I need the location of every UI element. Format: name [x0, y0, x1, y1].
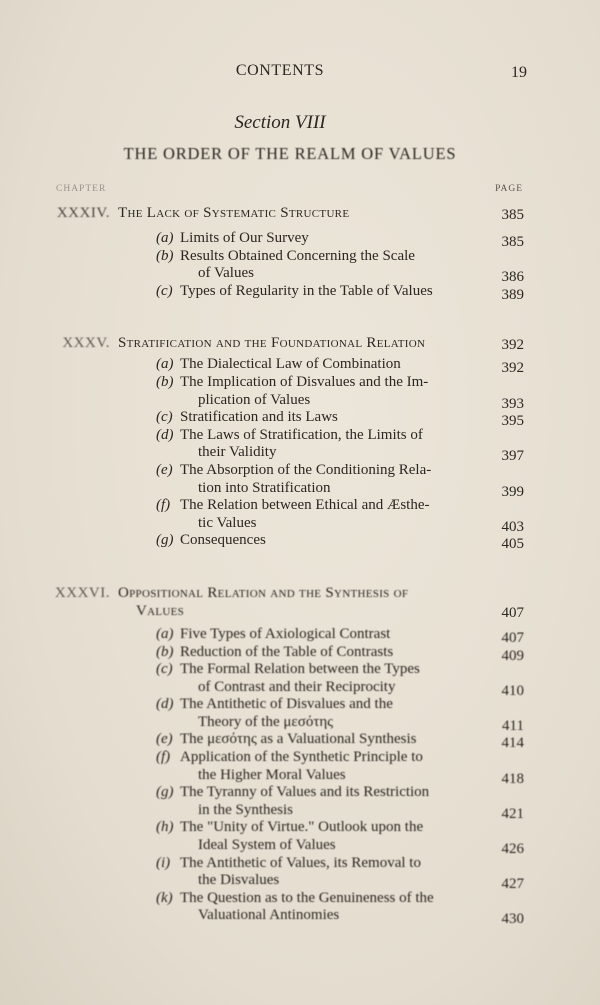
page-number: 19 — [511, 64, 527, 81]
chapter-xxxv — [0, 330, 600, 553]
entry-text: Consequences — [180, 532, 266, 549]
entry-letter: (d) — [156, 696, 174, 713]
entry-page: 385 — [501, 234, 524, 250]
entry-letter: (e) — [156, 461, 173, 478]
entry-text: The Implication of Disvalues and the Im- — [180, 373, 429, 390]
chapter-number: XXXV. — [62, 335, 110, 352]
entry-letter: (a) — [156, 230, 174, 246]
entry-letter: (f) — [156, 749, 171, 766]
entry-text-continued: plication of Values — [198, 391, 311, 408]
running-title: CONTENTS — [235, 62, 325, 79]
entry-text: The Laws of Stratification, the Limits of — [180, 426, 423, 443]
entry-text-continued: the Disvalues — [198, 872, 280, 889]
chapter-number: XXXVI. — [54, 584, 110, 601]
entry-page: 430 — [501, 911, 524, 928]
entry-text-continued: their Validity — [198, 444, 277, 461]
toc-entry — [0, 644, 600, 662]
entry-page: 421 — [501, 805, 524, 822]
entry-text: The "Unity of Virtue." Outlook upon the — [180, 819, 424, 836]
toc-entry — [0, 661, 600, 699]
entry-letter: (f) — [156, 497, 171, 514]
entry-text-continued: Theory of the μεσότης — [198, 713, 334, 730]
entry-letter: (h) — [156, 819, 174, 836]
column-head-chapter: CHAPTER — [56, 184, 107, 194]
entry-letter: (g) — [156, 532, 174, 549]
entry-letter: (c) — [156, 661, 173, 678]
entry-page: 411 — [502, 717, 524, 734]
entry-text-continued: of Contrast and their Reciprocity — [198, 678, 396, 695]
entry-letter: (c) — [156, 282, 173, 299]
entry-letter: (g) — [156, 784, 174, 801]
entry-text-continued: in the Synthesis — [198, 801, 294, 818]
toc-entry — [0, 373, 600, 412]
entry-text-continued: tic Values — [198, 514, 257, 531]
chapter-page: 407 — [501, 604, 524, 621]
entry-page: 399 — [501, 483, 524, 500]
entry-text: The Tyranny of Values and its Restriction — [180, 784, 430, 801]
chapter-number: XXXIV. — [56, 205, 110, 221]
entry-text: The Antithetic of Disvalues and the — [180, 696, 393, 713]
toc-entry — [0, 819, 600, 858]
entry-page: 386 — [501, 269, 524, 286]
entry-letter: (d) — [156, 426, 174, 443]
toc-entry — [0, 854, 600, 893]
entry-letter: (e) — [156, 731, 173, 748]
entry-page: 403 — [501, 518, 524, 535]
entry-page: 418 — [501, 770, 524, 787]
chapter-xxxiv — [0, 200, 600, 303]
entry-letter: (i) — [156, 854, 171, 871]
entry-letter: (b) — [156, 247, 174, 264]
entry-text: The Question as to the Genuineness of the — [180, 889, 434, 906]
entry-page: 410 — [501, 682, 524, 699]
entry-page: 393 — [501, 395, 524, 412]
toc-entry — [0, 749, 600, 787]
entry-text-continued: Valuational Antinomies — [198, 907, 340, 924]
entry-letter: (k) — [156, 889, 173, 906]
table-of-contents — [0, 200, 600, 928]
entry-text: Results Obtained Concerning the Scale — [180, 247, 415, 264]
chapter-page: 385 — [501, 207, 524, 223]
entry-letter: (b) — [156, 643, 174, 660]
toc-entry — [0, 731, 600, 752]
toc-entry — [0, 283, 600, 301]
entry-page: 407 — [501, 629, 524, 646]
entry-page: 405 — [501, 536, 524, 553]
toc-entry — [0, 247, 600, 286]
entry-text: The Relation between Ethical and Æsthe- — [180, 497, 430, 514]
entry-text-continued: Ideal System of Values — [198, 837, 336, 854]
chapter-title: Stratification and the Foundational Relation — [118, 335, 426, 352]
entry-page: 414 — [501, 735, 524, 752]
toc-entry — [0, 409, 600, 430]
toc-entry — [0, 356, 600, 377]
entry-text: The Dialectical Law of Combination — [180, 356, 401, 373]
toc-entry — [0, 889, 600, 928]
entry-page: 426 — [501, 841, 524, 858]
toc-entry — [0, 626, 600, 644]
entry-text: Types of Regularity in the Table of Values — [180, 282, 433, 299]
entry-letter: (c) — [156, 409, 173, 426]
entry-letter: (a) — [156, 356, 174, 373]
entry-text-continued: the Higher Moral Values — [198, 766, 346, 783]
running-head — [0, 60, 600, 84]
entry-text-continued: of Values — [198, 265, 254, 282]
chapter-xxxvi — [0, 580, 600, 928]
column-head-page: PAGE — [495, 184, 523, 194]
toc-entry — [0, 497, 600, 535]
entry-text: Reduction of the Table of Contrasts — [180, 643, 394, 660]
entry-letter: (b) — [156, 373, 174, 390]
entry-page: 395 — [501, 413, 524, 430]
chapter-title: The Lack of Systematic Structure — [118, 205, 350, 221]
chapter-title-continued: Values — [136, 602, 185, 619]
entry-text: Application of the Synthetic Principle to — [180, 749, 423, 766]
section-label: Section VIII — [234, 112, 326, 133]
toc-entry — [0, 461, 600, 500]
entry-page: 409 — [501, 647, 524, 664]
entry-text: Limits of Our Survey — [180, 230, 309, 246]
entry-text-continued: tion into Stratification — [198, 479, 331, 496]
entry-letter: (a) — [156, 625, 174, 642]
entry-text: The Antithetic of Values, its Removal to — [180, 854, 421, 871]
chapter-title: Oppositional Relation and the Synthesis of — [118, 584, 409, 601]
entry-text: The μεσότης as a Valuational Synthesis — [180, 731, 417, 748]
entry-page: 389 — [501, 286, 524, 303]
entry-text: Stratification and its Laws — [180, 409, 338, 426]
entry-text: The Absorption of the Conditioning Rela- — [180, 461, 432, 478]
toc-entry — [0, 426, 600, 465]
chapter-page: 392 — [501, 337, 524, 354]
section-title: THE ORDER OF THE REALM OF VALUES — [123, 144, 457, 163]
toc-entry — [0, 784, 600, 822]
entry-page: 397 — [501, 448, 524, 465]
toc-entry — [0, 230, 600, 248]
entry-page: 427 — [501, 876, 524, 893]
entry-text: Five Types of Axiological Contrast — [180, 625, 391, 642]
entry-text: The Formal Relation between the Types — [180, 661, 420, 678]
entry-page: 392 — [501, 360, 524, 377]
toc-entry — [0, 696, 600, 734]
toc-entry — [0, 532, 600, 553]
